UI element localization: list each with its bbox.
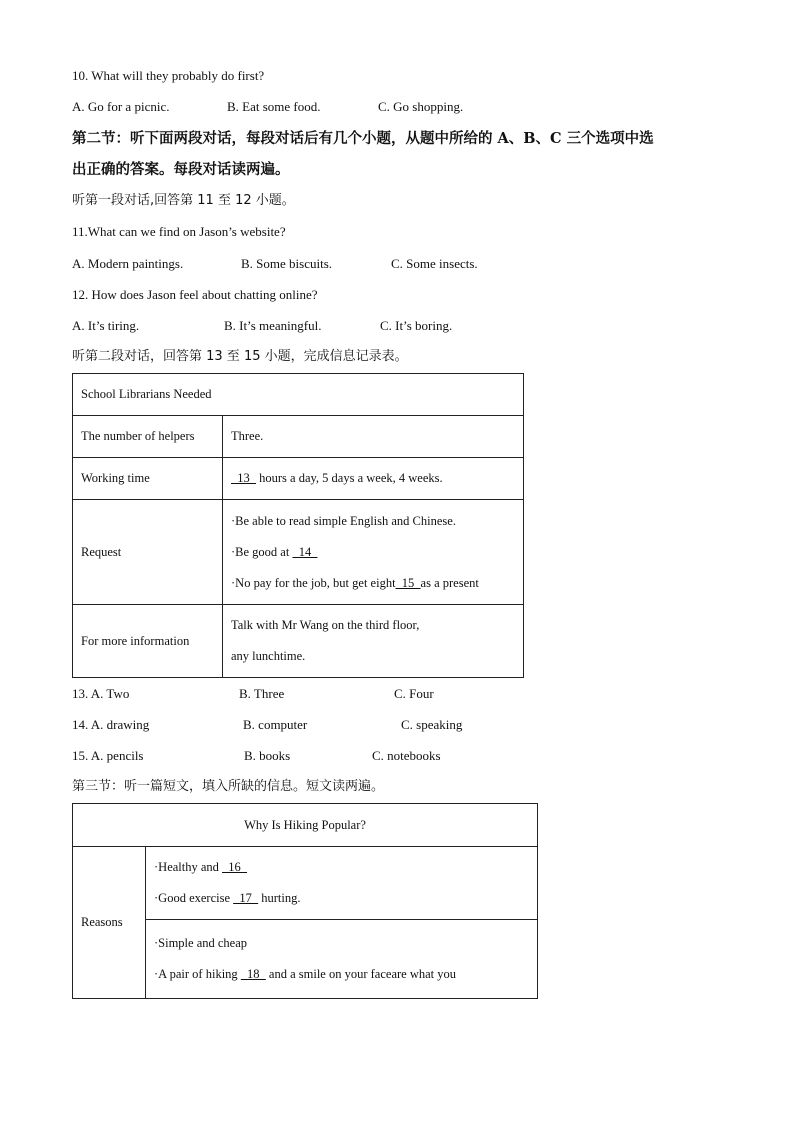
- blank-13: 13: [231, 471, 256, 485]
- more-info-line-1: Talk with Mr Wang on the third floor,: [231, 618, 420, 632]
- table1-label-more-info: For more information: [73, 605, 223, 678]
- dialogue1-intro: 听第一段对话,回答第 11 至 12 小题。: [72, 193, 295, 208]
- section2-heading-line1: 第二节：听下面两段对话，每段对话后有几个小题，从题中所给的 A、B、C 三个选项中选: [72, 130, 654, 147]
- info-record-table: [72, 373, 524, 678]
- table1-label-working-time: Working time: [73, 458, 223, 500]
- dialogue2-intro: 听第二段对话，回答第 13 至 15 小题，完成信息记录表。: [72, 349, 408, 364]
- reason-exercise-text: ·Good exercise: [154, 891, 234, 905]
- reason-exercise: [154, 883, 529, 914]
- request-line-3: [231, 568, 515, 599]
- q12-option-c: C. It’s boring.: [380, 318, 453, 333]
- request-line-1: ·Be able to read simple English and Chinese.: [231, 513, 456, 528]
- table1-label-helpers: The number of helpers: [73, 416, 223, 458]
- q13-option-c: C. Four: [394, 686, 434, 701]
- table2-title: Why Is Hiking Popular?: [73, 804, 538, 847]
- request-line-2-text: ·Be good at: [231, 544, 293, 559]
- q13-option-b: B. Three: [239, 686, 285, 701]
- q10-option-b: B. Eat some food.: [227, 99, 321, 114]
- q11-option-a: A. Modern paintings.: [72, 256, 184, 271]
- q14-option-b: B. computer: [243, 717, 308, 732]
- reason-exercise-suffix: hurting.: [258, 891, 301, 905]
- table1-value-working-time: [223, 458, 524, 500]
- section3-heading: 第三节：听一篇短文，填入所缺的信息。短文读两遍。: [72, 779, 385, 794]
- q15-option-c: C. notebooks: [372, 748, 441, 763]
- q12-option-b: B. It’s meaningful.: [224, 318, 322, 333]
- blank-15: 15: [395, 575, 421, 590]
- blank-17: 17: [233, 891, 259, 905]
- section2-heading-line2: 出正确的答案。每段对话读两遍。: [72, 161, 290, 178]
- table1-value-more-info: [223, 605, 524, 678]
- blank-14: 14: [292, 544, 318, 559]
- hiking-table: [72, 803, 538, 999]
- q14-option-a: 14. A. drawing: [72, 717, 150, 732]
- reason-healthy-text: ·Healthy and: [154, 860, 223, 874]
- q13-option-a: 13. A. Two: [72, 686, 130, 701]
- reason-hiking-pair-suffix: and a smile on your faceare what you: [265, 967, 457, 981]
- reason-hiking-pair-text: ·A pair of hiking: [154, 967, 241, 981]
- question-10: 10. What will they probably do first?: [72, 68, 265, 83]
- table2-label-reasons: Reasons: [73, 847, 146, 999]
- more-info-line-2: any lunchtime.: [231, 649, 306, 663]
- q15-option-a: 15. A. pencils: [72, 748, 144, 763]
- reason-hiking-pair: [154, 959, 529, 990]
- question-11: 11.What can we find on Jason’s website?: [72, 224, 286, 239]
- question-12: 12. How does Jason feel about chatting online?: [72, 287, 318, 302]
- q10-option-a: A. Go for a picnic.: [72, 99, 170, 114]
- table1-value-helpers: Three.: [223, 416, 524, 458]
- q14-option-c: C. speaking: [401, 717, 463, 732]
- table1-label-request: Request: [73, 500, 223, 605]
- q10-option-c: C. Go shopping.: [378, 99, 464, 114]
- q11-option-c: C. Some insects.: [391, 256, 478, 271]
- working-time-text: hours a day, 5 days a week, 4 weeks.: [256, 471, 443, 485]
- reason-simple: ·Simple and cheap: [154, 936, 248, 950]
- request-line-3-text: ·No pay for the job, but get eight: [231, 575, 396, 590]
- request-line-3-suffix: as a present: [420, 575, 479, 590]
- table2-reasons-group-2: [146, 920, 538, 999]
- q12-option-a: A. It’s tiring.: [72, 318, 140, 333]
- q15-option-b: B. books: [244, 748, 291, 763]
- table1-value-request: [223, 500, 524, 605]
- q11-option-b: B. Some biscuits.: [241, 256, 333, 271]
- table1-title: School Librarians Needed: [73, 374, 524, 416]
- blank-16: 16: [222, 860, 248, 874]
- blank-18: 18: [240, 967, 266, 981]
- request-line-2: [231, 537, 515, 568]
- reason-healthy: [154, 852, 529, 883]
- table2-reasons-group-1: [146, 847, 538, 920]
